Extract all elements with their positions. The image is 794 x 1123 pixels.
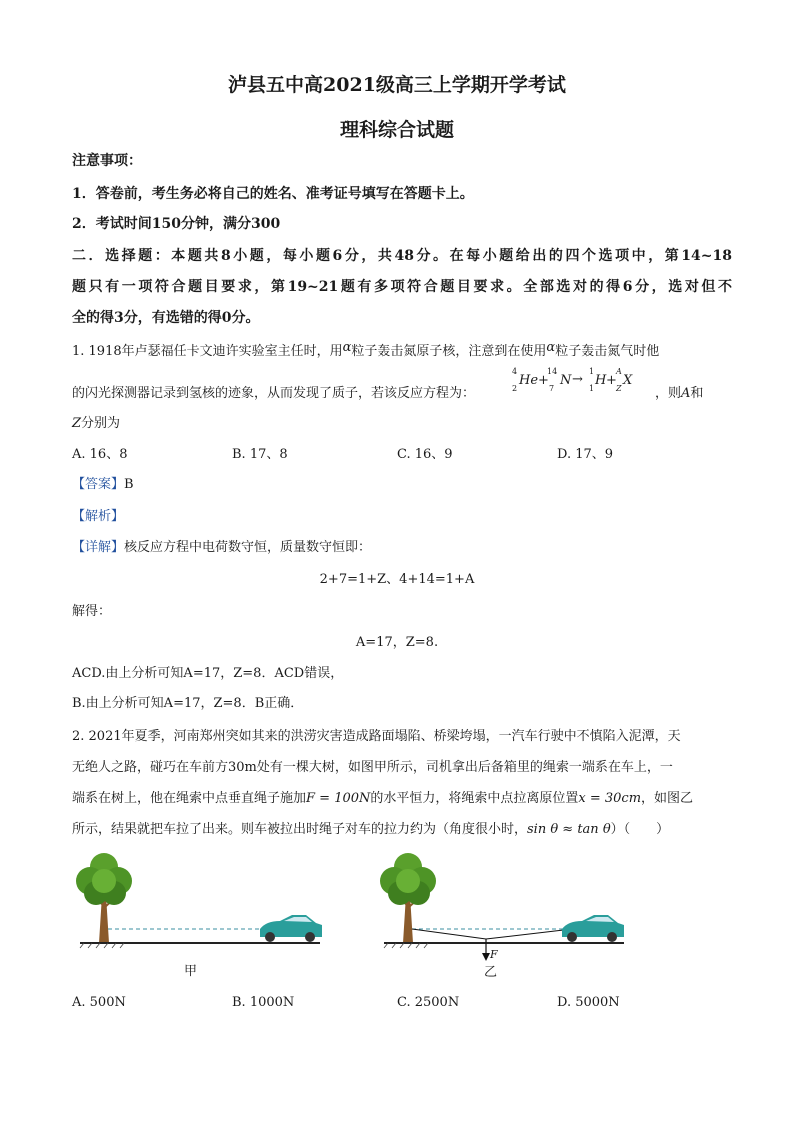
reaction-arrow: → xyxy=(572,372,583,387)
figure-jia-label: 甲 xyxy=(184,964,198,979)
detail-label: 【详解】 xyxy=(72,540,125,555)
q1-line-2-and: 和 xyxy=(690,386,704,401)
figure-jia xyxy=(72,845,322,985)
q2-option-b[interactable]: B. 1000N xyxy=(232,995,295,1010)
h-symbol: H xyxy=(595,373,607,388)
force-value: F = 100N xyxy=(306,791,371,806)
section-line-2: 题只有一项符合题目要求，第19~21题有多项符合题目要求。全部选对的得6分，选对但不 xyxy=(72,279,732,295)
var-z: Z xyxy=(72,416,82,431)
n-atomic-number: 7 xyxy=(549,384,555,393)
figure-yi xyxy=(376,845,626,985)
section-line-3: 全的得3分，有选错的得0分。 xyxy=(72,310,260,326)
q1-option-d[interactable]: D. 17、9 xyxy=(557,447,614,462)
h-mass-number: 1 xyxy=(589,367,595,376)
q2-line-3b: 的水平恒力，将绳索中点拉离原位置 xyxy=(370,791,579,806)
plus-sign-2: + xyxy=(606,373,617,388)
conservation-equation: 2+7=1+Z、4+14=1+A xyxy=(319,572,475,587)
analysis-label: 【解析】 xyxy=(72,509,125,524)
x-symbol: X xyxy=(623,373,633,388)
q1-line-3b: 分别为 xyxy=(81,416,121,431)
q2-line-3a: 端系在树上，他在绳索中点垂直绳子施加 xyxy=(72,791,307,806)
var-a: A xyxy=(681,386,691,401)
detail-text: 核反应方程中电荷数守恒，质量数守恒即： xyxy=(124,540,372,555)
force-arrowhead xyxy=(482,953,490,961)
car-icon xyxy=(260,915,322,942)
h-atomic-number: 1 xyxy=(589,384,595,393)
q2-line-4 xyxy=(72,818,669,837)
plus-sign: + xyxy=(538,373,549,388)
small-angle-approx: sin θ ≈ tan θ xyxy=(527,822,611,837)
detail-row xyxy=(72,536,371,555)
q1-line-1 xyxy=(72,340,659,359)
q2-option-d[interactable]: D. 5000N xyxy=(557,995,620,1010)
he-mass-number: 4 xyxy=(512,367,518,376)
alpha-symbol-2: α xyxy=(546,340,556,355)
q2-line-1: 2. 2021年夏季，河南郑州突如其来的洪涝灾害造成路面塌陷、桥梁垮塌，一汽车行驶中不慎陷入泥潭，天 xyxy=(72,729,681,744)
q2-option-c[interactable]: C. 2500N xyxy=(397,995,460,1010)
q1-option-a[interactable]: A. 16、8 xyxy=(72,447,128,462)
exam-title: 泸县五中高2021级高三上学期开学考试 xyxy=(228,74,566,96)
q1-line-1a: 1. 1918年卢瑟福任卡文迪许实验室主任时，用 xyxy=(72,344,343,359)
q1-line-3 xyxy=(72,412,120,431)
notes-item-2: 2．考试时间150分钟，满分300 xyxy=(72,216,281,232)
q1-line-1c: 粒子轰击氮气时他 xyxy=(555,344,660,359)
q2-option-a[interactable]: A. 500N xyxy=(72,995,126,1010)
solve-label: 解得： xyxy=(72,604,112,619)
q2-line-3c: ，如图乙 xyxy=(641,791,694,806)
exam-subtitle: 理科综合试题 xyxy=(339,119,454,141)
notes-heading: 注意事项： xyxy=(72,153,142,169)
q1-line-1b: 粒子轰击氮原子核，注意到在使用 xyxy=(351,344,547,359)
section-line-1: 二．选择题：本题共8小题，每小题6分，共48分。在每小题给出的四个选项中，第14~18 xyxy=(72,248,732,264)
answer-value: B xyxy=(124,477,134,492)
q1-line-2-tail xyxy=(655,382,703,401)
n-symbol: N xyxy=(560,373,572,388)
he-atomic-number: 2 xyxy=(512,384,518,393)
force-label: F xyxy=(490,948,498,961)
displacement-value: x = 30cm xyxy=(578,791,642,806)
car-icon-2 xyxy=(562,915,624,942)
answer-label: 【答案】 xyxy=(72,477,125,492)
figure-yi-label: 乙 xyxy=(484,965,498,980)
analysis-b: B.由上分析可知A=17，Z=8．B正确． xyxy=(72,696,304,711)
q2-line-3 xyxy=(72,787,693,806)
q1-line-2a: 的闪光探测器记录到氢核的迹象，从而发现了质子，若该反应方程为： xyxy=(72,386,476,401)
q2-line-4b: ）（ ） xyxy=(610,822,670,837)
x-atomic-number: Z xyxy=(616,384,622,393)
x-mass-number: A xyxy=(616,367,622,376)
q2-line-4a: 所示，结果就把车拉了出来。则车被拉出时绳子对车的拉力约为（角度很小时， xyxy=(72,822,528,837)
q2-line-2: 无绝人之路，碰巧在车前方30m处有一棵大树，如图甲所示，司机拿出后备箱里的绳索一端系在车上，一 xyxy=(72,760,673,775)
analysis-acd: ACD.由上分析可知A=17，Z=8．ACD错误， xyxy=(72,666,344,681)
q1-option-b[interactable]: B. 17、8 xyxy=(232,447,288,462)
q1-option-c[interactable]: C. 16、9 xyxy=(397,447,453,462)
alpha-symbol: α xyxy=(342,340,352,355)
pulled-rope xyxy=(412,929,572,939)
n-mass-number: 14 xyxy=(547,367,558,376)
notes-item-1: 1．答卷前，考生务必将自己的姓名、准考证号填写在答题卡上。 xyxy=(72,186,474,202)
q1-line-2b: ，则 xyxy=(655,386,682,401)
solve-result: A=17，Z=8. xyxy=(355,635,439,650)
he-symbol: He xyxy=(519,373,539,388)
answer-row xyxy=(72,473,134,492)
